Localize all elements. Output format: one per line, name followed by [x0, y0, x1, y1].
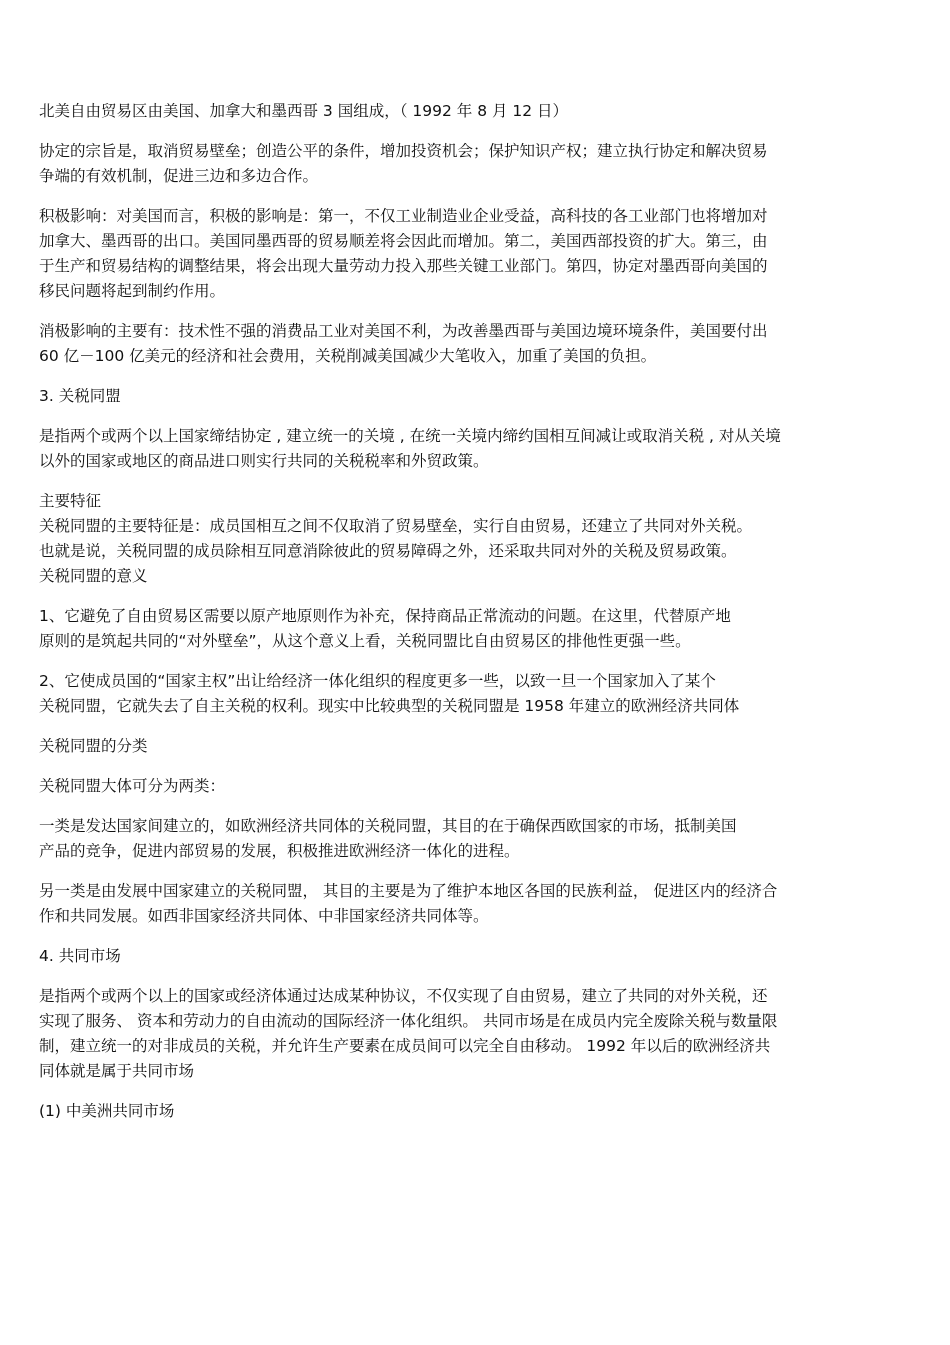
text-line: 制，建立统一的对非成员的关税，并允许生产要素在成员间可以完全自由移动。 1992 年以后的欧洲经济共 — [39, 1037, 771, 1055]
paragraph-two-types — [39, 774, 931, 799]
section-heading-common-market — [39, 944, 931, 969]
text-line: 同体就是属于共同市场 — [39, 1062, 195, 1080]
subheading-text: 关税同盟的意义 — [39, 567, 148, 585]
text-line: 关税同盟大体可分为两类： — [39, 777, 226, 795]
text-line: 作和共同发展。如西非国家经济共同体、中非国家经济共同体等。 — [39, 907, 489, 925]
section-heading-central-america — [39, 1099, 931, 1124]
paragraph-negative-impact — [39, 319, 931, 369]
paragraph-significance-1 — [39, 604, 931, 654]
heading-text: 关税同盟的分类 — [39, 737, 148, 755]
text-line: 也就是说，关税同盟的成员除相互同意消除彼此的贸易障碍之外，还采取共同对外的关税及贸易政策。 — [39, 542, 737, 560]
text-line: 协定的宗旨是，取消贸易壁垒；创造公平的条件，增加投资机会；保护知识产权；建立执行协定和解决贸易 — [39, 142, 768, 160]
heading-text: (1) 中美洲共同市场 — [39, 1102, 175, 1120]
text-line: 以外的国家或地区的商品进口则实行共同的关税税率和外贸政策。 — [39, 452, 489, 470]
section-heading-customs-union — [39, 384, 931, 409]
text-line: 2、它使成员国的“国家主权”出让给经济一体化组织的程度更多一些，以致一旦一个国家加入了某个 — [39, 672, 716, 690]
text-line: 另一类是由发展中国家建立的关税同盟， 其目的主要是为了维护本地区各国的民族利益， 促进区内的经济合 — [39, 882, 778, 900]
paragraph-customs-union-definition — [39, 424, 931, 474]
paragraph-common-market-definition — [39, 984, 931, 1084]
paragraph-positive-impact — [39, 204, 931, 304]
text-line: 关税同盟，它就失去了自主关税的权利。现实中比较典型的关税同盟是 1958 年建立的欧洲经济共同体 — [39, 697, 740, 715]
subheading-text: 主要特征 — [39, 492, 102, 510]
text-line: 60 亿－100 亿美元的经济和社会费用，关税削减美国减少大笔收入，加重了美国的负担。 — [39, 347, 657, 365]
text-line: 北美自由贸易区由美国、加拿大和墨西哥 3 国组成，（ 1992 年 8 月 12 日） — [39, 102, 569, 120]
paragraph-agreement-purpose — [39, 139, 931, 189]
text-line: 是指两个或两个以上的国家或经济体通过达成某种协议，不仅实现了自由贸易，建立了共同的对外关税，还 — [39, 987, 768, 1005]
text-line: 实现了服务、 资本和劳动力的自由流动的国际经济一体化组织。 共同市场是在成员内完全废除关税与数量限 — [39, 1012, 778, 1030]
text-line: 于生产和贸易结构的调整结果，将会出现大量劳动力投入那些关键工业部门。第四，协定对墨西哥向美国的 — [39, 257, 768, 275]
paragraph-significance-2 — [39, 669, 931, 719]
text-line: 积极影响：对美国而言，积极的影响是：第一，不仅工业制造业企业受益，高科技的各工业部门也将增加对 — [39, 207, 768, 225]
section-heading-classification — [39, 734, 931, 759]
paragraph-main-features — [39, 489, 931, 589]
text-line: 原则的是筑起共同的“对外壁垒”，从这个意义上看，关税同盟比自由贸易区的排他性更强一些。 — [39, 632, 691, 650]
text-line: 是指两个或两个以上国家缔结协定 , 建立统一的关境 , 在统一关境内缔约国相互间减让或取消关税 , 对从关境 — [39, 427, 781, 445]
text-line: 争端的有效机制，促进三边和多边合作。 — [39, 167, 319, 185]
text-line: 关税同盟的主要特征是：成员国相互之间不仅取消了贸易壁垒，实行自由贸易，还建立了共同对外关税。 — [39, 517, 753, 535]
text-line: 加拿大、墨西哥的出口。美国同墨西哥的贸易顺差将会因此而增加。第二，美国西部投资的扩大。第三，由 — [39, 232, 768, 250]
heading-text: 4. 共同市场 — [39, 947, 121, 965]
text-line: 1、它避免了自由贸易区需要以原产地原则作为补充，保持商品正常流动的问题。在这里，代替原产地 — [39, 607, 731, 625]
text-line: 移民问题将起到制约作用。 — [39, 282, 226, 300]
text-line: 产品的竞争，促进内部贸易的发展，积极推进欧洲经济一体化的进程。 — [39, 842, 520, 860]
document-body — [39, 99, 931, 1139]
text-line: 消极影响的主要有：技术性不强的消费品工业对美国不利，为改善墨西哥与美国边境环境条件，美国要付出 — [39, 322, 768, 340]
paragraph-developing-countries — [39, 879, 931, 929]
paragraph-developed-countries — [39, 814, 931, 864]
heading-text: 3. 关税同盟 — [39, 387, 121, 405]
paragraph-nafta-intro — [39, 99, 931, 124]
text-line: 一类是发达国家间建立的，如欧洲经济共同体的关税同盟，其目的在于确保西欧国家的市场，抵制美国 — [39, 817, 737, 835]
